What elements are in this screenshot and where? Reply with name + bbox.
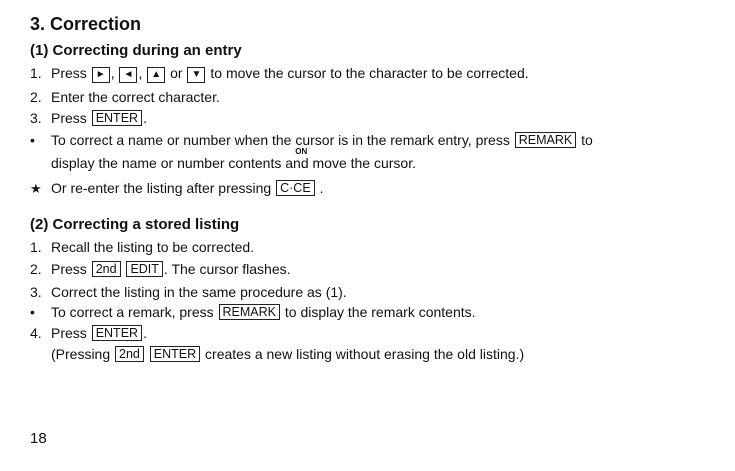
remark-key: REMARK — [515, 132, 576, 148]
text: display the name or number contents — [51, 155, 282, 171]
comma: , — [110, 65, 115, 81]
text: Press — [51, 325, 87, 341]
enter-key: ENTER — [150, 346, 200, 362]
down-arrow-key-icon: ▼ — [187, 67, 205, 83]
c-ce-key: C·CE — [276, 180, 315, 196]
text: (Pressing — [51, 346, 111, 362]
step-1-1 — [30, 64, 529, 83]
text: Or re-enter the listing after pressing — [51, 180, 272, 196]
bullet: • — [30, 132, 35, 148]
step-number: 2. — [30, 261, 42, 277]
text: . — [319, 180, 324, 196]
text: . — [143, 110, 147, 126]
2nd-key: 2nd — [115, 346, 144, 362]
step-number: 4. — [30, 325, 42, 341]
note — [30, 345, 524, 363]
star-icon: ★ — [30, 181, 42, 196]
step-number: 3. — [30, 284, 42, 300]
step-2-4 — [30, 324, 147, 342]
step-1-2 — [30, 88, 220, 106]
text: to move the cursor to the character to be corrected. — [210, 65, 529, 81]
enter-key: ENTER — [92, 110, 142, 126]
step-number: 1. — [30, 65, 42, 81]
subsection-1-title: (1) Correcting during an entry — [30, 42, 242, 59]
up-arrow-key-icon: ▲ — [147, 67, 165, 83]
step-1-3 — [30, 109, 147, 127]
text: Correct the listing in the same procedure as (1). — [51, 284, 347, 300]
text-and: and — [285, 155, 309, 171]
step-2-3 — [30, 283, 347, 301]
text: to display the remark contents. — [284, 304, 476, 320]
subsection-2-title: (2) Correcting a stored listing — [30, 216, 240, 233]
bullet-1-continued — [30, 147, 416, 172]
text-or: or — [170, 65, 183, 81]
bullet-1 — [30, 131, 593, 149]
text: Press — [51, 261, 87, 277]
step-2-2 — [30, 260, 291, 278]
2nd-key: 2nd — [92, 261, 121, 277]
right-arrow-key-icon: ► — [92, 67, 110, 83]
text: Press — [51, 110, 87, 126]
text: . The cursor flashes. — [163, 261, 291, 277]
bullet: • — [30, 304, 35, 320]
step-number: 3. — [30, 110, 42, 126]
section-heading: 3. Correction — [30, 14, 142, 34]
text: To correct a remark, press — [51, 304, 214, 320]
text: Recall the listing to be corrected. — [51, 239, 255, 255]
step-number: 2. — [30, 89, 42, 105]
text: Press — [51, 65, 87, 81]
step-2-1 — [30, 238, 254, 256]
comma: , — [138, 65, 143, 81]
left-arrow-key-icon: ◄ — [119, 67, 137, 83]
text: creates a new listing without erasing the old listing.) — [205, 346, 525, 362]
page-number: 18 — [30, 430, 47, 447]
star-note — [30, 179, 323, 198]
text: Enter the correct character. — [51, 89, 220, 105]
enter-key: ENTER — [92, 325, 142, 341]
text: to — [581, 132, 593, 148]
text: . — [143, 325, 147, 341]
step-number: 1. — [30, 239, 42, 255]
on-label: ON — [295, 147, 308, 156]
remark-key: REMARK — [219, 304, 280, 320]
edit-key: EDIT — [126, 261, 162, 277]
and-on-key-label — [285, 147, 309, 172]
text: To correct a name or number when the cursor is in the remark entry, press — [51, 132, 510, 148]
text: move the cursor. — [312, 155, 416, 171]
bullet-2 — [30, 303, 476, 321]
